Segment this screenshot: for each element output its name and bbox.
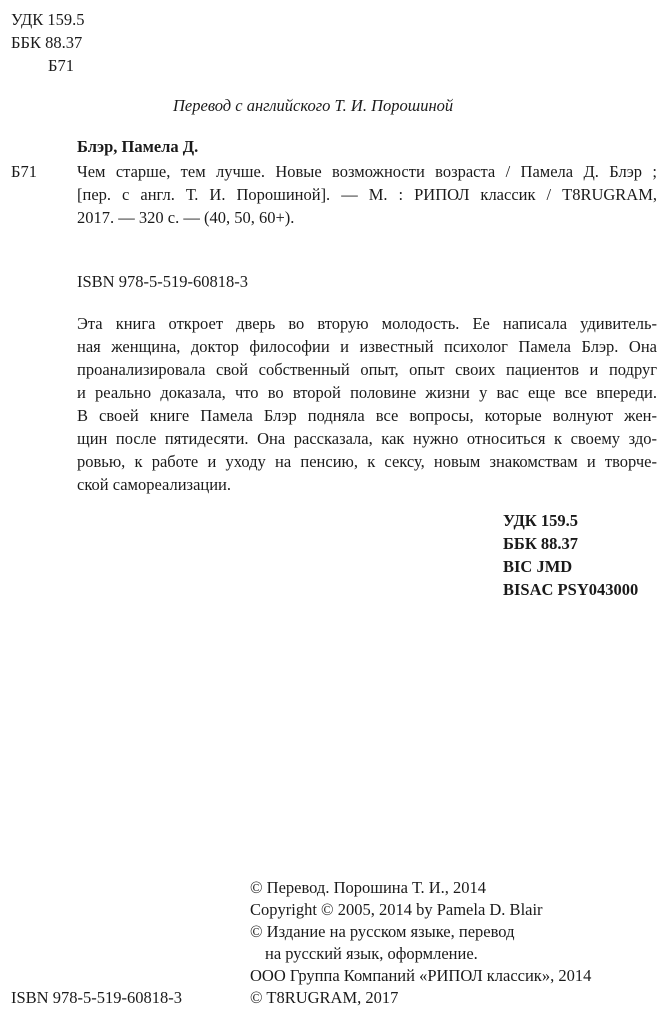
copyright-line-2: Copyright © 2005, 2014 by Pamela D. Blair [250, 900, 543, 919]
class-bbk: ББК 88.37 [503, 534, 579, 553]
footer-isbn: ISBN 978-5-519-60818-3 [11, 988, 182, 1007]
annotation-p2-line-2: щин после пятидесяти. Она рассказала, как нужно относиться к своему здо- [77, 429, 657, 448]
class-udk: УДК 159.5 [503, 511, 579, 530]
copyright-line-1: © Перевод. Порошина Т. И., 2014 [250, 878, 487, 897]
annotation-p2-line-4: ской самореализации. [77, 475, 232, 494]
header-udk: УДК 159.5 [11, 10, 85, 29]
catalog-desc-line-2: [пер. с англ. Т. И. Порошиной]. — М. : РИПОЛ классик / T8RUGRAM, [77, 185, 657, 204]
catalog-author: Блэр, Памела Д. [77, 137, 199, 156]
copyright-line-4: на русский язык, оформление. [265, 944, 478, 963]
annotation-p1-line-2: ная женщина, доктор философии и известный психолог Памела Блэр. Она [77, 337, 657, 356]
copyright-line-3: © Издание на русском языке, перевод [250, 922, 515, 941]
class-bisac: BISAC PSY043000 [503, 580, 639, 599]
catalog-mark: Б71 [11, 162, 37, 181]
copyright-line-6: © T8RUGRAM, 2017 [250, 988, 399, 1007]
catalog-desc-line-1: Чем старше, тем лучше. Новые возможности возраста / Памела Д. Блэр ; [77, 162, 657, 181]
annotation-p2-line-3: ровью, к работе и уходу на пенсию, к сексу, новым знакомствам и творче- [77, 452, 657, 471]
annotation-p1-line-1: Эта книга откроет дверь во вторую молодость. Ее написала удивитель- [77, 314, 657, 333]
annotation-p1-line-4: и реально доказала, что во второй половине жизни у вас еще все впереди. [77, 383, 657, 402]
annotation-p1-line-3: проанализировала свой собственный опыт, опыт своих пациентов и подруг [77, 360, 657, 379]
translation-note: Перевод с английского Т. И. Порошиной [173, 96, 454, 115]
copyright-line-5: ООО Группа Компаний «РИПОЛ классик», 2014 [250, 966, 592, 985]
catalog-desc-line-3: 2017. — 320 с. — (40, 50, 60+). [77, 208, 295, 227]
header-author-mark: Б71 [48, 56, 74, 75]
annotation-p2-line-1: В своей книге Памела Блэр подняла все вопросы, которые волнуют жен- [77, 406, 657, 425]
catalog-isbn: ISBN 978-5-519-60818-3 [77, 272, 248, 291]
header-bbk: ББК 88.37 [11, 33, 83, 52]
class-bic: BIC JMD [503, 557, 573, 576]
